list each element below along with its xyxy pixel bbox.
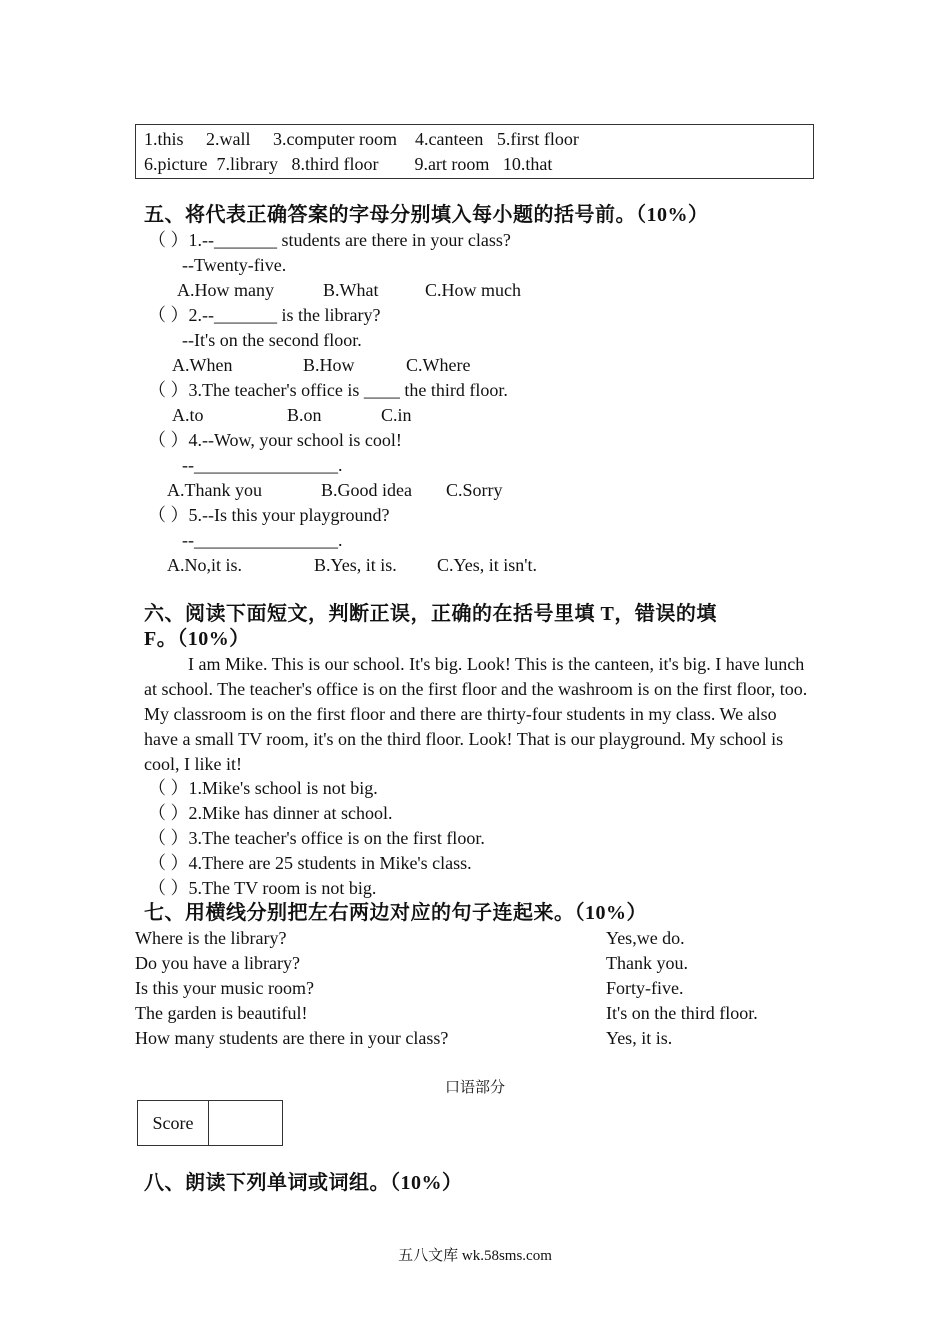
s5-q4-option-c: C.Sorry (446, 480, 503, 500)
s5-q4-option-b: B.Good idea (321, 480, 412, 500)
score-box (137, 1100, 283, 1146)
s7-right-1: Yes,we do. (606, 928, 685, 948)
s6-statement-3: （ ）3.The teacher's office is on the first floor. (148, 828, 485, 848)
s7-right-5: Yes, it is. (606, 1028, 673, 1048)
word-bank-box (135, 124, 814, 179)
s5-q3-option-c: C.in (381, 405, 412, 425)
s5-q2-option-b: B.How (303, 355, 355, 375)
s6-statement-2: （ ）2.Mike has dinner at school. (148, 803, 393, 823)
s5-q3: （ ）3.The teacher's office is ____ the third floor. (148, 380, 508, 400)
s5-q4: （ ）4.--Wow, your school is cool! (148, 430, 402, 450)
s5-q1-reply: --Twenty-five. (182, 255, 287, 275)
s5-q1: （ ）1.--_______ students are there in your class? (148, 230, 511, 250)
section6-heading-line2: F。（10%） (144, 628, 250, 650)
s5-q2-option-a: A.When (172, 355, 233, 375)
s7-right-3: Forty-five. (606, 978, 684, 998)
s7-left-4: The garden is beautiful! (135, 1003, 308, 1023)
reading-passage-text: I am Mike. This is our school. It's big. Look! This is the canteen, it's big. I have lunch at school. The teacher's office is on the first floor and the washroom is on the first floor, too. My classroom is on the first floor and there are thirty-four students in my class. We also have a small TV room, it's on the third floor. Look! That is our playground. My school is cool, I like it! (144, 654, 808, 774)
s7-right-2: Thank you. (606, 953, 688, 973)
s5-q1-option-b: B.What (323, 280, 379, 300)
s5-q2-option-c: C.Where (406, 355, 471, 375)
s5-q3-option-b: B.on (287, 405, 322, 425)
s7-left-2: Do you have a library? (135, 953, 300, 973)
s5-q4-option-a: A.Thank you (167, 480, 262, 500)
s5-q4-reply: --________________. (182, 455, 343, 475)
s7-left-5: How many students are there in your class? (135, 1028, 449, 1048)
s7-left-3: Is this your music room? (135, 978, 314, 998)
score-label: Score (138, 1101, 209, 1145)
section6-heading-line1: 六、阅读下面短文，判断正误，正确的在括号里填 T，错误的填 (144, 603, 717, 625)
s5-q1-option-a: A.How many (177, 280, 274, 300)
word-bank-row-2: 6.picture 7.library 8.third floor 9.art room 10.that (144, 154, 553, 174)
s6-statement-5: （ ）5.The TV room is not big. (148, 878, 377, 898)
s5-q2-reply: --It's on the second floor. (182, 330, 362, 350)
reading-passage (144, 652, 809, 777)
section7-heading: 七、用横线分别把左右两边对应的句子连起来。（10%） (144, 902, 647, 924)
s5-q2: （ ）2.--_______ is the library? (148, 305, 381, 325)
footer-watermark: 五八文库 wk.58sms.com (398, 1248, 552, 1264)
s5-q5-option-c: C.Yes, it isn't. (437, 555, 537, 575)
s7-right-4: It's on the third floor. (606, 1003, 758, 1023)
s7-left-1: Where is the library? (135, 928, 287, 948)
oral-section-title: 口语部分 (444, 1080, 505, 1096)
word-bank-row-1: 1.this 2.wall 3.computer room 4.canteen 5.first floor (144, 129, 579, 149)
section8-heading: 八、朗读下列单词或词组。（10%） (144, 1172, 463, 1194)
s5-q5-option-a: A.No,it is. (167, 555, 243, 575)
s6-statement-1: （ ）1.Mike's school is not big. (148, 778, 378, 798)
s5-q5-reply: --________________. (182, 530, 343, 550)
s5-q5: （ ）5.--Is this your playground? (148, 505, 390, 525)
s5-q1-option-c: C.How much (425, 280, 521, 300)
section5-heading: 五、将代表正确答案的字母分别填入每小题的括号前。（10%） (144, 204, 709, 226)
score-value-cell (209, 1101, 282, 1145)
s6-statement-4: （ ）4.There are 25 students in Mike's class. (148, 853, 472, 873)
s5-q3-option-a: A.to (172, 405, 204, 425)
s5-q5-option-b: B.Yes, it is. (314, 555, 397, 575)
